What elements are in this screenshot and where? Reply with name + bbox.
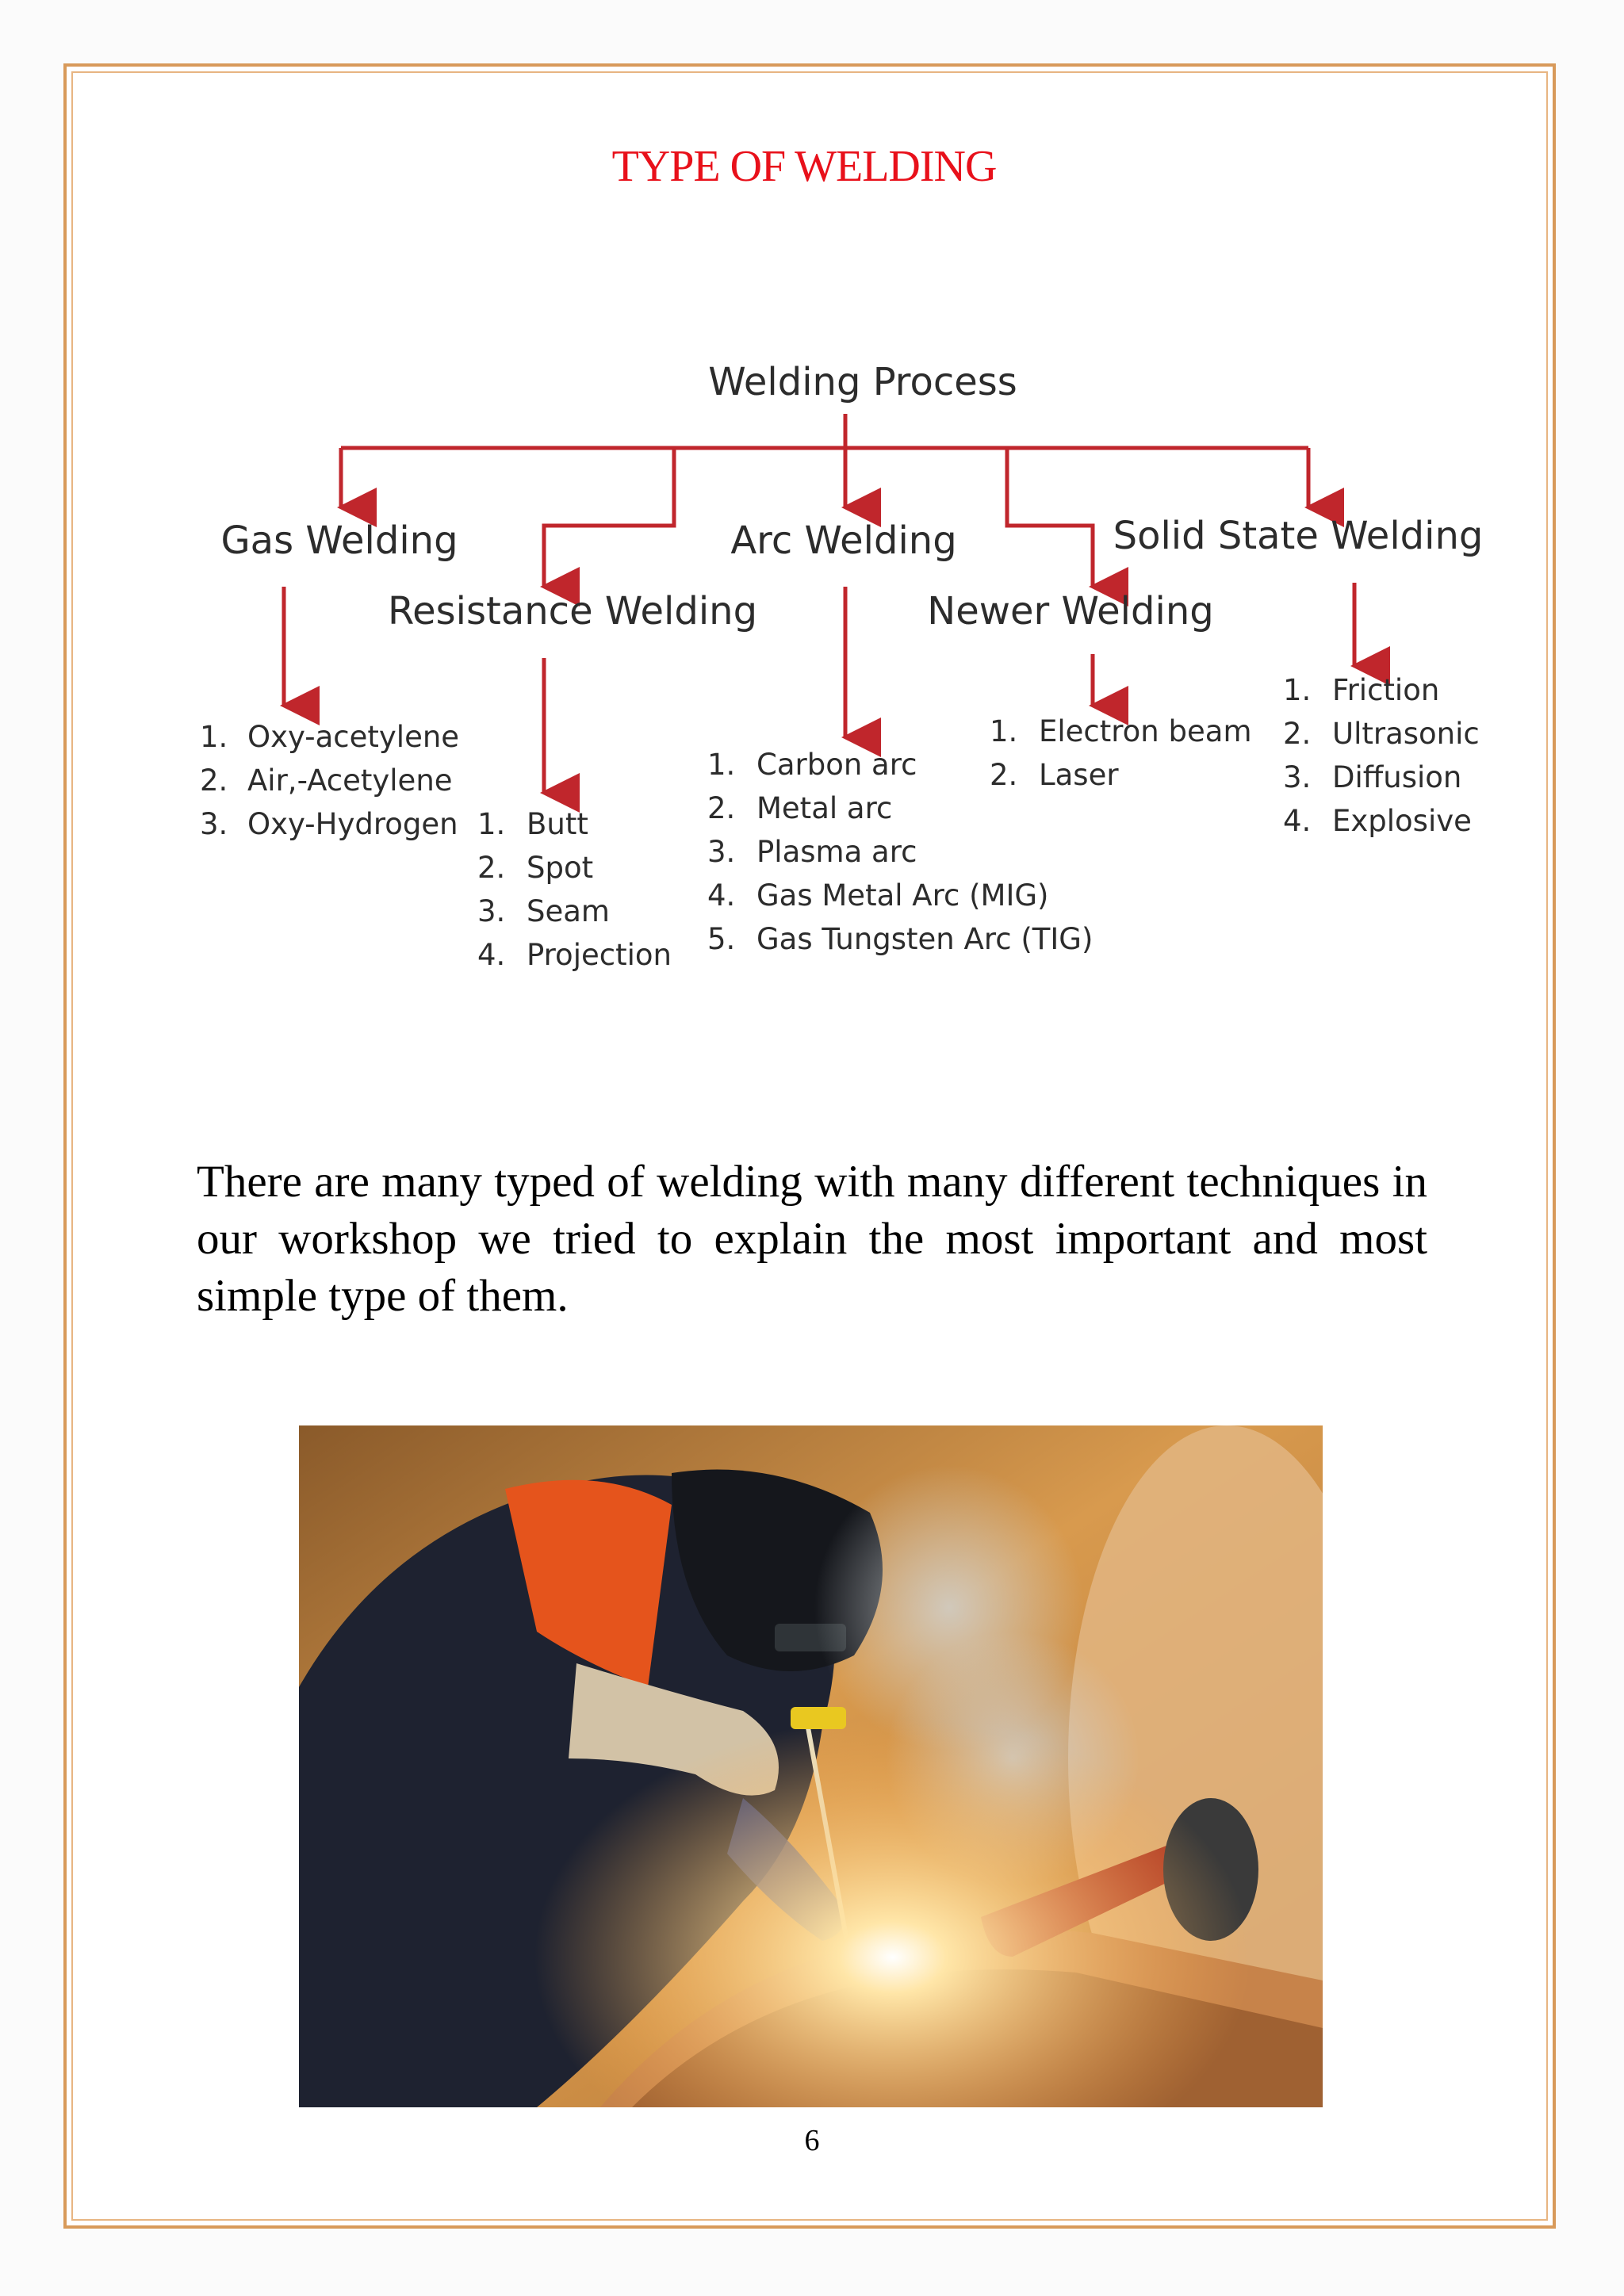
svg-text:3.: 3. (707, 835, 736, 869)
list-item: Electron beam (1039, 714, 1252, 748)
list-item: Oxy-acetylene (247, 720, 460, 754)
branch-arc: Arc Welding (730, 519, 957, 563)
list-item: Friction (1332, 673, 1440, 707)
svg-text:5.: 5. (707, 922, 736, 956)
svg-text:3.: 3. (1283, 760, 1312, 794)
list-arc (707, 748, 1093, 956)
page-title: TYPE OF WELDING (611, 142, 997, 191)
svg-text:4.: 4. (1283, 804, 1312, 838)
list-item: Carbon arc (756, 748, 917, 782)
list-item: Explosive (1332, 804, 1472, 838)
list-item: Air,-Acetylene (247, 763, 453, 798)
branch-newer: Newer Welding (927, 589, 1214, 633)
list-item: Diffusion (1332, 760, 1462, 794)
list-item: Oxy-Hydrogen (247, 807, 458, 841)
list-item: Seam (527, 894, 610, 928)
list-item: Butt (527, 807, 588, 841)
svg-text:2.: 2. (477, 851, 506, 885)
arrow-resistance (544, 448, 674, 587)
welding-process-diagram (182, 341, 1491, 1007)
svg-text:3.: 3. (200, 807, 228, 841)
body-paragraph: There are many typed of welding with many different techniques in our workshop we tried to explain the most important and most simple type of them. (197, 1157, 1427, 1321)
svg-text:2.: 2. (707, 791, 736, 825)
list-item: Ultrasonic (1332, 717, 1480, 751)
svg-text:1.: 1. (477, 807, 506, 841)
list-newer (990, 714, 1252, 792)
svg-text:1.: 1. (707, 748, 736, 782)
branch-solid: Solid State Welding (1113, 514, 1484, 558)
list-item: Plasma arc (756, 835, 917, 869)
svg-text:4.: 4. (477, 938, 506, 972)
svg-text:2.: 2. (990, 758, 1018, 792)
list-item: Spot (527, 851, 594, 885)
root-node: Welding Process (708, 360, 1017, 404)
page-number: 6 (804, 2124, 820, 2157)
arrow-newer (1007, 448, 1093, 587)
list-resistance (477, 807, 672, 972)
list-item: Projection (527, 938, 672, 972)
list-item: Gas Tungsten Arc (TIG) (756, 922, 1094, 956)
list-solid (1283, 673, 1480, 838)
list-item: Gas Metal Arc (MIG) (756, 878, 1049, 913)
svg-text:1.: 1. (990, 714, 1018, 748)
svg-text:3.: 3. (477, 894, 506, 928)
svg-text:1.: 1. (200, 720, 228, 754)
list-item: Metal arc (756, 791, 893, 825)
branch-gas: Gas Welding (220, 519, 458, 563)
svg-text:4.: 4. (707, 878, 736, 913)
svg-text:2.: 2. (1283, 717, 1312, 751)
svg-text:1.: 1. (1283, 673, 1312, 707)
branch-resistance: Resistance Welding (387, 589, 758, 633)
svg-text:2.: 2. (200, 763, 228, 798)
list-gas (200, 720, 459, 841)
welder-photo (299, 1425, 1323, 2107)
list-item: Laser (1039, 758, 1119, 792)
